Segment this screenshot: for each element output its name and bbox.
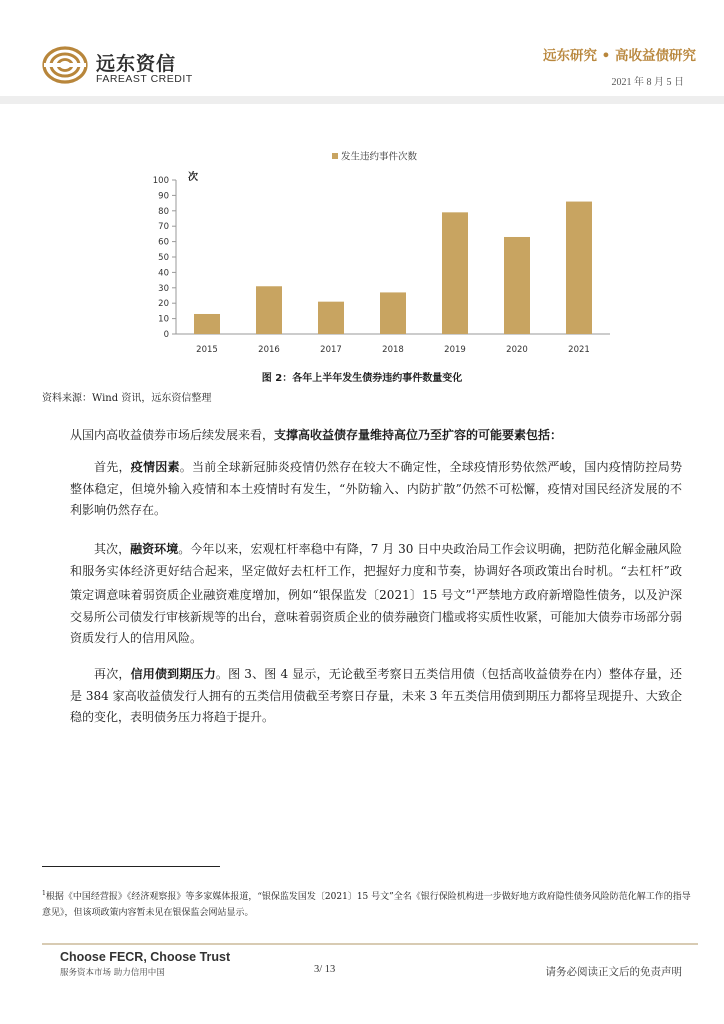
x-tick-label: 2017 [320, 345, 342, 355]
bar-chart [140, 146, 620, 361]
y-tick-label: 60 [158, 237, 169, 248]
maturity-text: 。图 3、图 4 显示，无论截至考察日五类信用债（包括高收益债券在内）整体存量，还是 384 家高收益债发行人拥有的五类信用债截至考察日存量，未来 3 年五类信用债到期压力都将呈现提升、大致企稳的变化，表明债务压力将趋于提升。 [70, 667, 682, 724]
report-title: 远东研究 • 高收益债研究 [542, 48, 696, 64]
y-tick-label: 50 [158, 253, 169, 263]
y-axis-unit: 次 [188, 172, 198, 183]
x-tick-label: 2021 [568, 345, 590, 355]
y-tick-label: 10 [158, 314, 169, 325]
maturity-bold: 信用债到期压力 [130, 667, 216, 681]
y-tick-label: 40 [158, 268, 169, 279]
brand-name-en: FAREAST CREDIT [96, 73, 193, 85]
bar [194, 314, 220, 334]
footnote-divider [42, 866, 220, 867]
y-tick-label: 90 [158, 191, 169, 202]
y-tick-label: 100 [152, 176, 169, 186]
bar [256, 286, 282, 334]
x-tick-label: 2015 [196, 345, 218, 355]
footer-brand: Choose FECR, Choose Trust [60, 950, 231, 964]
x-tick-label: 2016 [258, 345, 280, 355]
footnote-text: 根据《中国经营报》《经济观察报》等多家媒体报道，“银保监发国发〔2021〕15 号文”全名《银行保险机构进一步做好地方政府隐性债务风险防范化解工作的指导意见》，但该项政策内容暂未见在银保监会网站显示。 [42, 892, 691, 918]
x-tick-label: 2018 [382, 345, 404, 355]
footer-disclaimer: 请务必阅读正文后的免责声明 [545, 966, 682, 978]
paragraph-epidemic [70, 457, 682, 522]
intro-text: 从国内高收益债券市场后续发展来看， [70, 428, 275, 442]
x-tick-label: 2019 [444, 345, 466, 355]
x-tick-label: 2020 [506, 345, 528, 355]
y-tick-label: 80 [158, 206, 169, 217]
bar [442, 212, 468, 334]
company-logo [42, 45, 212, 89]
legend-label: 发生违约事件次数 [341, 151, 418, 163]
bar [380, 292, 406, 334]
financing-text-b: 严禁地方政府新增隐性债务，以及沪深交易所公司债发行审核新规等的出台，意味着弱资质企业的债券融资门槛或将实质性收紧，可能加大债券市场部分弱资质发行人的信用风险。 [70, 588, 683, 645]
y-tick-label: 0 [163, 330, 169, 340]
financing-text-a: 。今年以来，宏观杠杆率稳中有降，7 月 30 日中央政治局工作会议明确，把防范化解金融风险和服务实体经济更好结合起来，坚定做好去杠杆工作，把握好力度和节奏，协调好各项政策出台时机。“去杠杆”政策定调意味着弱资质企业融资难度增加，例如“银保监发〔2021〕15 号文” [70, 542, 682, 602]
paragraph-maturity [70, 664, 682, 729]
report-date: 2021 年 8 月 5 日 [611, 77, 684, 88]
y-tick-label: 30 [158, 283, 169, 294]
bar [504, 237, 530, 334]
paragraph-intro [70, 425, 682, 447]
y-tick-label: 70 [158, 222, 169, 233]
figure-caption: 图 2：各年上半年发生债券违约事件数量变化 [261, 373, 463, 384]
epidemic-lead: 首先， [94, 460, 131, 474]
footer-divider [42, 943, 698, 945]
figure-source: 资料来源：Wind 资讯，远东资信整理 [42, 393, 212, 404]
brand-name-cn: 远东资信 [96, 53, 177, 75]
epidemic-text: 。当前全球新冠肺炎疫情仍然存在较大不确定性，全球疫情形势依然严峻，国内疫情防控局势整体稳定，但境外输入疫情和本土疫情时有发生，“外防输入、内防扩散”仍然不可松懈，疫情对国民经济发展的不利影响仍然存在。 [70, 460, 682, 517]
intro-bold: 支撑高收益债存量维持高位乃至扩容的可能要素包括： [274, 428, 563, 442]
y-tick-label: 20 [158, 299, 169, 310]
header-divider [0, 96, 724, 104]
chart-svg [140, 146, 620, 361]
maturity-lead: 再次， [94, 667, 131, 681]
footnote-ref[interactable]: 1 [471, 588, 476, 596]
footer-slogan: 服务资本市场 助力信用中国 [60, 968, 165, 978]
epidemic-bold: 疫情因素 [130, 460, 180, 474]
footnote [42, 886, 692, 921]
footnote-marker: 1 [42, 890, 46, 897]
legend-swatch [332, 153, 338, 159]
bar [566, 202, 592, 334]
page-number: 3/ 13 [314, 964, 336, 975]
bar [318, 302, 344, 334]
paragraph-financing [70, 539, 682, 650]
financing-bold: 融资环境 [130, 542, 179, 556]
financing-lead: 其次， [94, 542, 131, 556]
logo-mark-icon [42, 45, 88, 85]
